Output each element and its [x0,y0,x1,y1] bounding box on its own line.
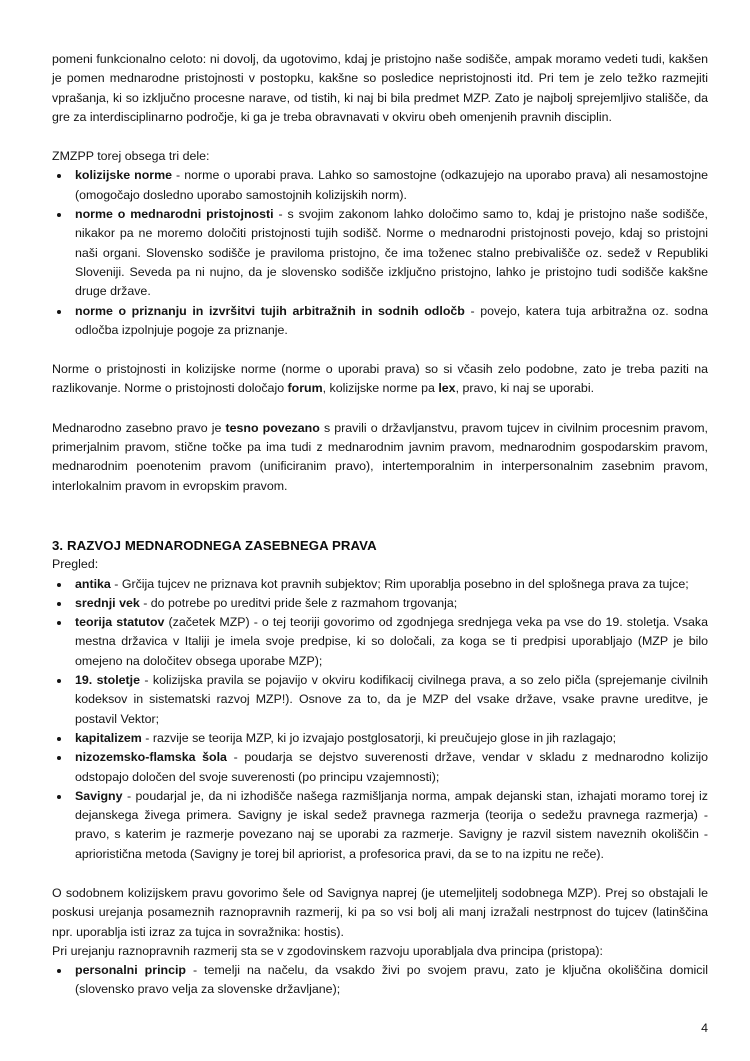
bullet-dot-icon [57,583,61,587]
document-body [52,50,708,1000]
urejanje-line: Pri urejanju raznopravnih razmerij sta se v zgodovinskem razvoju uporabljala dva principa (pristopa): [52,943,603,958]
list-item-text: - povejo, katera tuja arbitražna oz. sodna odločba izpolnjuje pogoje za priznanje. [75,303,709,337]
list-item-lead: personalni princip [75,963,186,978]
list-item-text: - Grčija tujcev ne priznava kot pravnih subjektov; Rim uporablja posebno in del splošnega prava za tujce; [110,576,689,591]
list-item [52,961,708,1000]
list-item-text: - norme o uporabi prava. Lahko so samostojne (odkazujejo na uporabo prava) ali nesamostojne (omogočajo dosledno uporabo samostojnih kolizijskih norm). [75,168,708,202]
mzp-paragraph [52,419,708,496]
list-item-text: - s svojim zakonom lahko določimo samo to, kdaj je pristojno naše sodišče, nikakor pa ne moremo določiti pristojnosti tujih sodišč. Norme o mednarodni pristojnosti povejo, kdaj so pristojni naši organi. Slovensko sodišče je praviloma pristojno, če ima toženec stalno prebivališče oz. sedež v Republiki Sloveniji. Seveda pa ni nujno, da je slovensko sodišče izključno pristojno, lahko je pristojno tudi sodišče kakšne druge države. [75,207,708,299]
sodobni-paragraph: O sodobnem kolizijskem pravu govorimo šele od Savignya naprej (je utemeljitelj sodobnega MZP). Prej so obstajali le poskusi urejanja posameznih raznopravnih razmerij, ki pa so vsi bolj ali manj izražali nestrpnost do tujcev (latinščina npr. uporablja isti izraz za tujca in sovražnika: hostis). [52,885,708,939]
list-item [52,613,708,671]
bullet-dot-icon [57,621,61,625]
spacer [52,399,708,419]
bullet-dot-icon [57,310,61,314]
section-heading: 3. RAZVOJ MEDNARODNEGA ZASEBNEGA PRAVA [52,537,377,553]
principi-bullet-list [52,961,708,1000]
list-item [52,729,708,748]
intro-paragraph: pomeni funkcionalno celoto: ni dovolj, da ugotovimo, kdaj je pristojno naše sodišče, ampak moramo vedeti tudi, kakšen je pomen mednarodne pristojnosti v postopku, kakšne so posledice nepristojnosti itd. Pri tem je zelo težko razmejiti vprašanja, ki so izključno procesne narave, od tistih, ki naj bi bila predmet MZP. Zato je najbolj sprejemljivo stališče, da gre za interdisciplinarno področje, ki ga je treba obravnavati v okviru obeh omenjenih pravnih disciplin. [52,52,708,124]
spacer [52,864,708,884]
list-item-text: - poudarjal je, da ni izhodišče našega razmišljanja norma, ampak dejanski stan, izhajati moramo torej iz dejanskega živega primera. Savigny je iskal sedež pravnega razmerja (teorija o sedežu pravnega razmerja) - pravo, s katerim je razmerje povezano naj se uporabi za razmerje. Savigny je razvil sistem naveznih okoliščin - aprioristična metoda (Savigny je torej bil apriorist, a profesorica pravi, da se to na izpitu ne reče). [75,788,708,861]
bullet-dot-icon [57,969,61,973]
list-item-lead: norme o mednarodni pristojnosti [75,207,274,222]
list-item-text: - do potrebe po ureditvi pride šele z razmahom trgovanja; [139,595,458,610]
list-item-lead: nizozemsko-flamska šola [75,750,227,765]
norme-part-3: , pravo, ki naj se uporabi. [455,381,595,396]
list-item-text: (začetek MZP) - o tej teoriji govorimo od zgodnjega srednjega veka pa vse do 19. stoletja. Vsaka mestna državica v Italiji je imela svoje predpise, ki so določali, za koga se ti predpisi uporabljajo (MZP je bilo omejeno na določitev obsega uporabe MZP); [75,615,708,668]
list-item-lead: norme o priznanju in izvršitvi tujih arbitražnih in sodnih odločb [75,303,465,318]
list-item-lead: 19. stoletje [75,673,140,688]
pregled-label: Pregled: [52,557,99,572]
list-item [52,166,708,205]
list-item-text: - poudarja se dejstvo suverenosti države, vendar v skladu z mednarodno kolizijo odstopajo določen del svoje suverenosti (po principu vzajemnosti); [75,750,709,784]
list-item-text: - temelji na načelu, da vsakdo živi po svojem pravu, zato je ključna okoliščina domicil (slovensko pravo velja za slovenske državljane); [75,963,708,997]
list-item-lead: teorija statutov [75,615,165,630]
norme-part-1: Norme o pristojnosti in kolizijske norme (norme o uporabi prava) so si včasih zelo podobne, zato je treba paziti na razlikovanje. Norme o pristojnosti določajo [52,362,708,396]
bullet-dot-icon [57,737,61,741]
spacer [52,496,708,536]
list-item-lead: antika [75,576,111,591]
list-item-lead: kapitalizem [75,730,142,745]
bullet-dot-icon [57,756,61,760]
mzp-part-2: s pravili o državljanstvu, pravom tujcev in civilnim procesnim pravom, primerjalnim pravom, stične točke pa ima tudi z mednarodnim javnim pravom, mednarodnim gospodarskim pravom, mednarodnim poenotenim pravom (unificiranim pravo), intertemporalnim in interpersonalnim zasebnim pravom, interlokalnim pravom in evropskim pravom. [52,420,708,493]
norme-bold-lex: lex [438,381,456,396]
bullet-dot-icon [57,602,61,606]
mzp-bold-tesno-povezano: tesno povezano [225,420,320,435]
norme-paragraph [52,360,708,399]
list-item-text: - kolizijska pravila se pojavijo v okviru kodifikacij civilnega prava, a so zelo pičla (sprejemanje civilnih kodeksov in sistematski razvoj MZP!). Osnove za to, da je MZP del vsake države, vsake pravne ureditve, je postavil Vektor; [75,673,709,726]
norme-part-2: , kolizijske norme pa [322,381,439,396]
list-item [52,594,708,613]
mzp-part-1: Mednarodno zasebno pravo je [52,420,226,435]
spacer [52,340,708,360]
list-item [52,748,708,787]
list-item-text: - razvije se teorija MZP, ki jo izvajajo postglosatorji, ki preučujejo glose in jih razlagajo; [141,730,617,745]
bullet-dot-icon [57,174,61,178]
list-item [52,302,708,341]
spacer [52,127,708,147]
list-item-lead: Savigny [75,788,123,803]
bullet-dot-icon [57,213,61,217]
bullet-dot-icon [57,795,61,799]
list-item [52,671,708,729]
list-item-lead: srednji vek [75,595,140,610]
list-item [52,575,708,594]
list-item [52,205,708,301]
razvoj-bullet-list [52,575,708,864]
norme-bold-forum: forum [287,381,323,396]
zmzpp-intro-line: ZMZPP torej obsega tri dele: [52,149,210,164]
list-item-lead: kolizijske norme [75,168,173,183]
page-number: 4 [701,1021,708,1035]
list-item [52,787,708,864]
zmzpp-bullet-list [52,166,708,340]
bullet-dot-icon [57,679,61,683]
